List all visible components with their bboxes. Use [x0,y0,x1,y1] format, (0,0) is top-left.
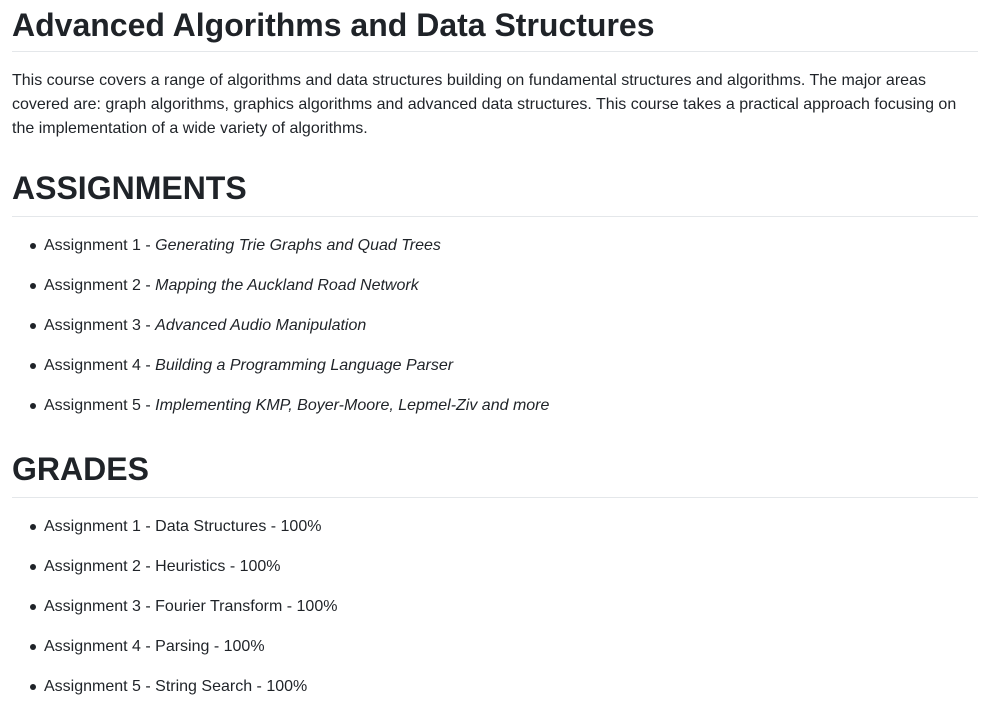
assignment-item [30,394,978,418]
grade-text: Assignment 1 - Data Structures - 100% [44,518,322,535]
assignments-heading: ASSIGNMENTS [12,167,978,217]
bullet-icon [30,684,36,690]
bullet-icon [30,604,36,610]
assignment-title: Implementing KMP, Boyer-Moore, Lepmel-Ziv and more [155,397,550,414]
assignment-label: Assignment 4 - [44,357,156,374]
grade-item [30,675,978,699]
bullet-icon [30,403,36,409]
page-title: Advanced Algorithms and Data Structures [12,4,978,52]
bullet-icon [30,363,36,369]
grade-item [30,555,978,579]
grades-list [12,515,978,699]
assignment-title: Mapping the Auckland Road Network [155,277,419,294]
assignment-title: Generating Trie Graphs and Quad Trees [155,237,441,254]
assignment-item [30,234,978,258]
grades-heading: GRADES [12,448,978,498]
bullet-icon [30,283,36,289]
bullet-icon [30,644,36,650]
course-description: This course covers a range of algorithms and data structures building on fundamental structures and algorithms. The major areas covered are: graph algorithms, graphics algorithms and advanced data structures. This course takes a practical approach focusing on the implementation of a wide variety of algorithms. [12,72,957,137]
assignments-list [12,234,978,418]
assignment-label: Assignment 2 - [44,277,156,294]
bullet-icon [30,524,36,530]
bullet-icon [30,564,36,570]
bullet-icon [30,323,36,329]
grade-item [30,515,978,539]
assignment-label: Assignment 1 - [44,237,156,254]
assignment-item [30,274,978,298]
assignment-label: Assignment 5 - [44,397,156,414]
assignment-label: Assignment 3 - [44,317,156,334]
grade-text: Assignment 5 - String Search - 100% [44,678,308,695]
grade-text: Assignment 3 - Fourier Transform - 100% [44,598,338,615]
assignment-title: Advanced Audio Manipulation [155,317,367,334]
grade-item [30,595,978,619]
bullet-icon [30,243,36,249]
assignment-title: Building a Programming Language Parser [155,357,454,374]
assignment-item [30,314,978,338]
grade-text: Assignment 4 - Parsing - 100% [44,638,265,655]
grade-item [30,635,978,659]
assignment-item [30,354,978,378]
grade-text: Assignment 2 - Heuristics - 100% [44,558,281,575]
